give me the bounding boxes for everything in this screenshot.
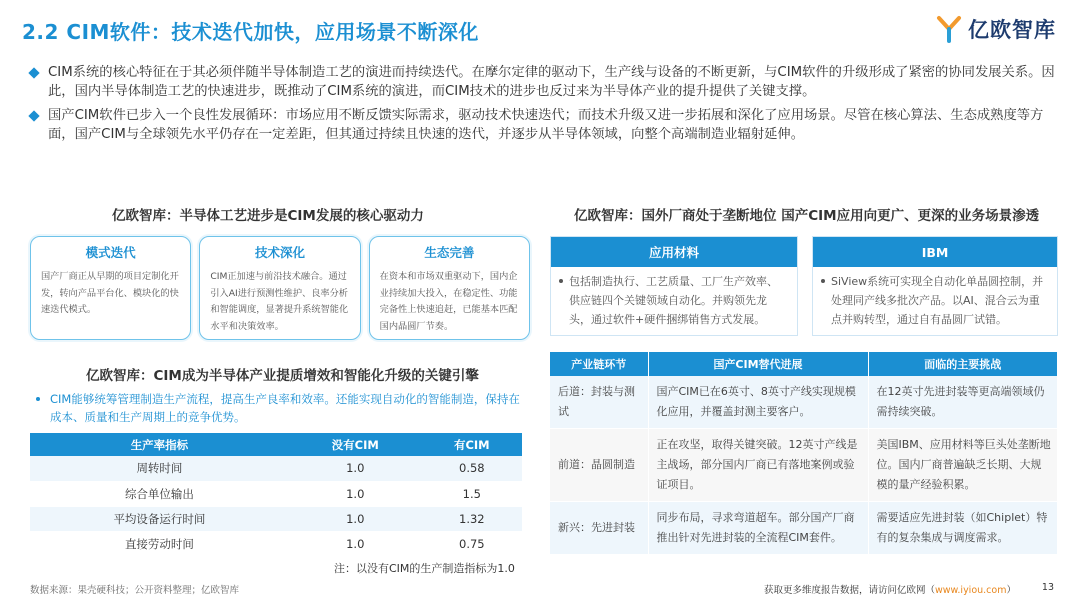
intro-bullet-text: CIM系统的核心特征在于其必须伴随半导体制造工艺的演进而持续迭代。在摩尔定律的驱动下，生产线与设备的不断更新，与CIM软件的升级形成了紧密的协同发展关系。因此，国内半导体制造工艺的快速进步，既推动了CIM系统的演进，而CIM技术的进步也反过来为半导体产业的提升提供了关键支撑。	[48, 65, 1055, 99]
table-header-row	[550, 352, 1058, 376]
card-title: 生态完善	[424, 245, 475, 260]
footer-cta	[764, 582, 1016, 596]
vendor-box-text: SiView系统可实现全自动化单晶圆控制，并处理同产线多批次产品。以AI、混合云为重点并购转型，通过自有晶圆厂试错。	[831, 275, 1044, 326]
card-title: 模式迭代	[85, 245, 136, 260]
card-title: 技术深化	[254, 245, 305, 260]
right-section-title: 亿欧智库：国外厂商处于垄断地位 国产CIM应用向更广、更深的业务场景渗透	[574, 208, 1040, 224]
card-text: 在资本和市场双重驱动下，国内企业持续加大投入，在稳定性、功能完备性上快速追赶，已能基本匹配国内晶圆厂节奏。	[379, 271, 518, 332]
vendor-box-text: 包括制造执行、工艺质量、工厂生产效率、供应链四个关键领域自动化。并购领先龙头，通过软件+硬件捆绑销售方式发展。	[569, 275, 778, 326]
footer-cta-suffix: ）	[1006, 585, 1016, 596]
table-row	[30, 456, 522, 481]
footer-cta-prefix: 获取更多维度报告数据，请访问亿欧网（	[763, 585, 935, 596]
table-cell: 0.58	[422, 456, 522, 481]
table-row	[550, 502, 1058, 555]
page-title: 2.2 CIM软件：技术迭代加快，应用场景不断深化	[22, 20, 479, 44]
table-row	[550, 429, 1058, 502]
vendor-box-body	[813, 267, 1057, 329]
table-cell: 平均设备运行时间	[30, 506, 289, 531]
table-header-row	[30, 433, 522, 456]
left-bottom-section-title: 亿欧智库：CIM成为半导体产业提质增效和智能化升级的关键引擎	[86, 368, 479, 384]
table-cell: 1.5	[422, 481, 522, 506]
table-cell: 周转时间	[30, 456, 289, 481]
table-header: 没有CIM	[289, 433, 422, 456]
table-cell-stage: 新兴：先进封装	[550, 502, 648, 555]
bullet-dot-icon	[36, 397, 40, 401]
table-cell: 正在攻坚，取得关键突破。12英寸产线是主战场，部分国内厂商已有落地案例或验证项目。	[648, 429, 868, 502]
table-cell: 在12英寸先进封装等更高端领域仍需持续突破。	[868, 376, 1058, 429]
card-mode-iteration	[30, 236, 191, 340]
table-header: 生产率指标	[30, 433, 289, 456]
logo-text: 亿欧智库	[968, 18, 1056, 42]
website-link[interactable]: www.iyiou.com	[934, 585, 1007, 596]
table-row	[30, 506, 522, 531]
table-row	[550, 376, 1058, 429]
vendor-box-body	[551, 267, 797, 329]
page-number: 13	[1041, 582, 1054, 593]
driver-cards	[30, 236, 530, 340]
table-cell-stage: 后道：封装与测试	[550, 376, 648, 429]
intro-bullets	[30, 64, 1060, 150]
vendor-box-applied-materials	[550, 236, 798, 336]
table-cell: 0.75	[422, 531, 522, 556]
bullet-dot-icon	[559, 279, 563, 283]
table-cell: 直接劳动时间	[30, 531, 289, 556]
substitution-table	[550, 352, 1058, 555]
table-cell: 美国IBM、应用材料等巨头处垄断地位。国内厂商普遍缺乏长期、大规模的量产经验积累。	[868, 429, 1058, 502]
card-tech-deepening	[199, 236, 360, 340]
card-ecosystem	[369, 236, 530, 340]
intro-bullet	[30, 107, 1060, 144]
table-footnote: 注：以没有CIM的生产制造指标为1.0	[334, 562, 515, 575]
table-header: 产业链环节	[550, 352, 648, 376]
cim-benefit-note	[36, 390, 526, 426]
card-text: CIM正加速与前沿技术融合。通过引入AI进行预测性维护、良率分析和智能调度，显著提升系统智能化水平和决策效率。	[210, 271, 349, 332]
brand-logo	[936, 14, 1056, 44]
bullet-dot-icon	[821, 279, 825, 283]
diamond-bullet-icon	[28, 67, 39, 78]
table-cell: 1.32	[422, 506, 522, 531]
cim-benefit-text: CIM能够统筹管理制造生产流程，提高生产良率和效率。还能实现自动化的智能制造，保持在成本、质量和生产周期上的竞争优势。	[50, 392, 520, 424]
intro-bullet	[30, 64, 1060, 101]
table-cell: 同步布局，寻求弯道超车。部分国产厂商推出针对先进封装的全流程CIM套件。	[648, 502, 868, 555]
left-top-section-title: 亿欧智库：半导体工艺进步是CIM发展的核心驱动力	[112, 208, 424, 224]
table-cell: 国产CIM已在6英寸、8英寸产线实现规模化应用，并覆盖封测主要客户。	[648, 376, 868, 429]
table-cell: 1.0	[289, 456, 422, 481]
vendor-box-head: IBM	[813, 237, 1057, 267]
table-cell: 1.0	[289, 481, 422, 506]
table-cell: 需要适应先进封装（如Chiplet）特有的复杂集成与调度需求。	[868, 502, 1058, 555]
table-header: 国产CIM替代进展	[648, 352, 868, 376]
table-header: 有CIM	[422, 433, 522, 456]
table-cell: 1.0	[289, 531, 422, 556]
table-cell: 1.0	[289, 506, 422, 531]
table-row	[30, 481, 522, 506]
diamond-bullet-icon	[28, 110, 39, 121]
vendor-box-ibm	[812, 236, 1058, 336]
table-cell: 综合单位输出	[30, 481, 289, 506]
table-header: 面临的主要挑战	[868, 352, 1058, 376]
table-row	[30, 531, 522, 556]
productivity-table	[30, 433, 522, 557]
vendor-box-head: 应用材料	[551, 237, 797, 267]
intro-bullet-text: 国产CIM软件已步入一个良性发展循环：市场应用不断反馈实际需求，驱动技术快速迭代；而技术升级又进一步拓展和深化了应用场景。尽管在核心算法、生态成熟度等方面，国产CIM与全球领先水平仍存在一定差距，但其通过持续且快速的迭代，并逐步从半导体领域，向整个高端制造业辐射延伸。	[48, 108, 1044, 142]
source-note: 数据来源：果壳硬科技；公开资料整理；亿欧智库	[30, 585, 240, 596]
table-cell-stage: 前道：晶圆制造	[550, 429, 648, 502]
logo-mark-icon	[936, 15, 962, 43]
card-text: 国产厂商正从早期的项目定制化开发，转向产品平台化、模块化的快速迭代模式。	[41, 271, 179, 315]
